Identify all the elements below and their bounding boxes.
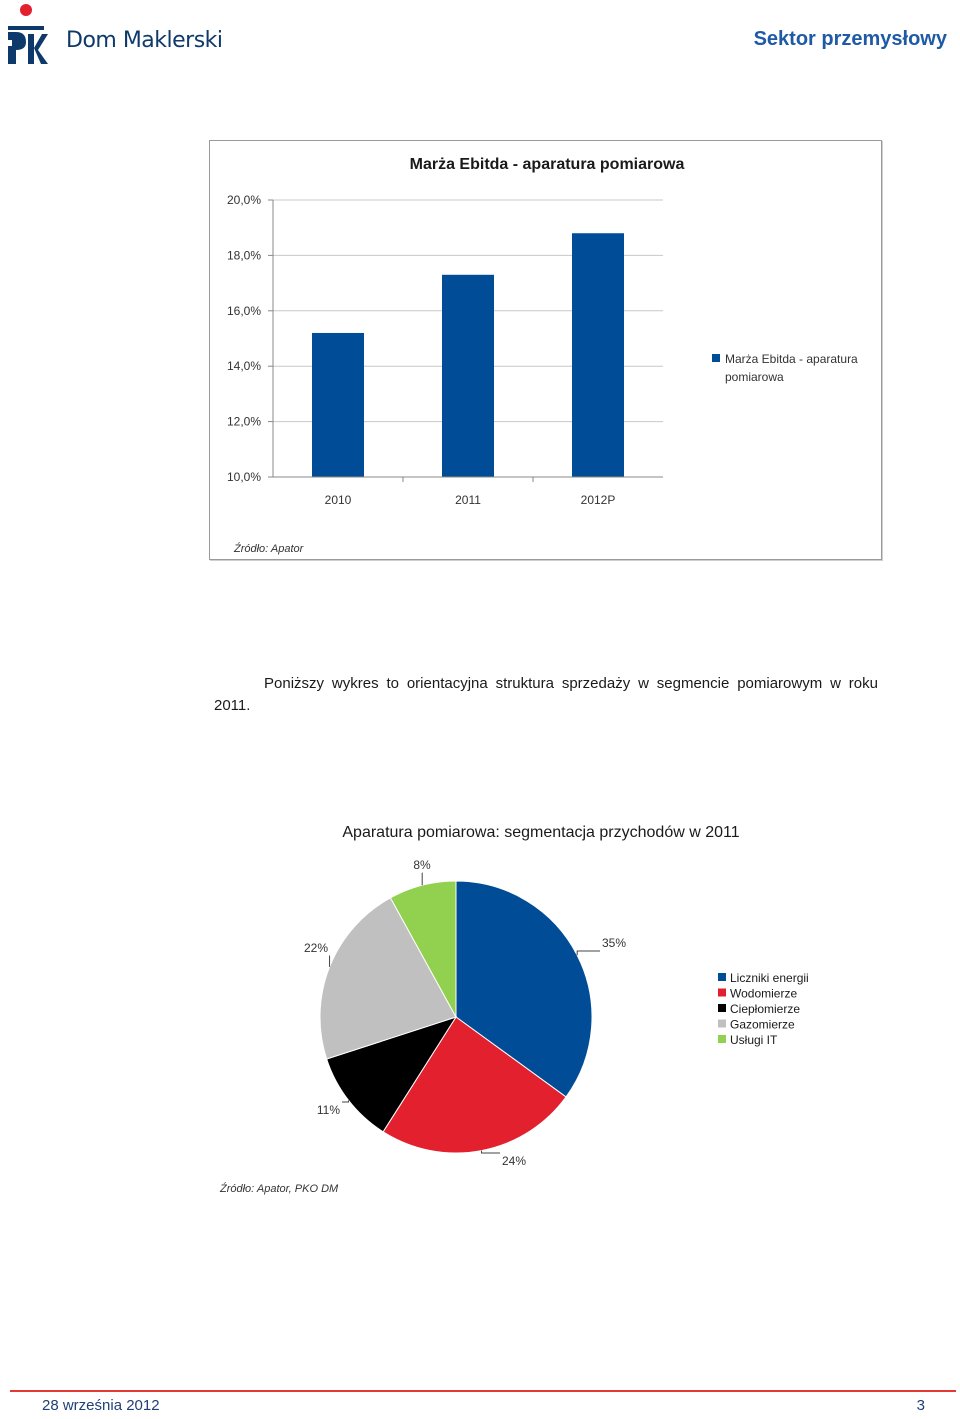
legend-label: Gazomierze [730, 1017, 795, 1032]
y-tick-label: 12,0% [226, 414, 261, 429]
section-title: Sektor przemysłowy [753, 28, 947, 50]
pko-logo-icon [4, 2, 64, 68]
legend-label-line-2: pomiarowa [725, 370, 784, 384]
legend-swatch [718, 1020, 726, 1028]
chart-source: Źródło: Apator [234, 543, 304, 555]
y-tick-label: 20,0% [226, 193, 261, 207]
bar-2011 [442, 275, 494, 477]
x-tick-label: 2012P [580, 493, 616, 507]
bar-2010 [312, 333, 364, 477]
ebitda-chart-svg [210, 141, 881, 559]
segmentation-chart [205, 810, 885, 1210]
legend-swatch [718, 1004, 726, 1012]
pie-leader-line [481, 1151, 500, 1153]
legend-label: Wodomierze [730, 986, 798, 1001]
ebitda-chart [209, 140, 882, 560]
logo-text: Dom Maklerski [66, 28, 223, 53]
footer-rule [10, 1390, 956, 1392]
legend-swatch [712, 354, 720, 362]
pie-value-label: 24% [502, 1154, 527, 1168]
legend-swatch [718, 1035, 726, 1043]
pie-leader-line [342, 1100, 349, 1102]
y-tick-label: 14,0% [226, 359, 261, 374]
pie-value-label: 11% [316, 1103, 340, 1117]
pie-chart-source: Źródło: Apator, PKO DM [220, 1183, 339, 1195]
legend-swatch [718, 973, 726, 981]
x-tick-label: 2011 [455, 493, 481, 507]
bar-2012P [572, 233, 624, 477]
segmentation-chart-svg [205, 810, 885, 1210]
footer-date: 28 września 2012 [42, 1397, 160, 1414]
legend-label: Liczniki energii [730, 971, 809, 985]
chart-title: Marża Ebitda - aparatura pomiarowa [409, 156, 685, 173]
pie-leader-line [577, 951, 600, 955]
legend-label-line-1: Marża Ebitda - aparatura [725, 352, 858, 366]
pie-value-label: 22% [303, 941, 328, 955]
pie-value-label: 35% [602, 936, 627, 950]
legend-label: Ciepłomierze [730, 1002, 801, 1016]
legend-label: Usługi IT [730, 1033, 778, 1047]
y-tick-label: 18,0% [226, 248, 261, 263]
body-paragraph: Poniższy wykres to orientacyjna struktura sprzedaży w segmencie pomiarowym w roku 2011. [214, 675, 878, 714]
y-tick-label: 16,0% [226, 303, 261, 318]
x-tick-label: 2010 [324, 493, 352, 507]
legend-swatch [718, 989, 726, 997]
y-tick-label: 10,0% [226, 470, 261, 484]
pko-logo [4, 2, 223, 68]
page-number: 3 [916, 1397, 925, 1414]
pie-value-label: 8% [413, 858, 431, 872]
pie-chart-title: Aparatura pomiarowa: segmentacja przychodów w 2011 [342, 824, 740, 841]
